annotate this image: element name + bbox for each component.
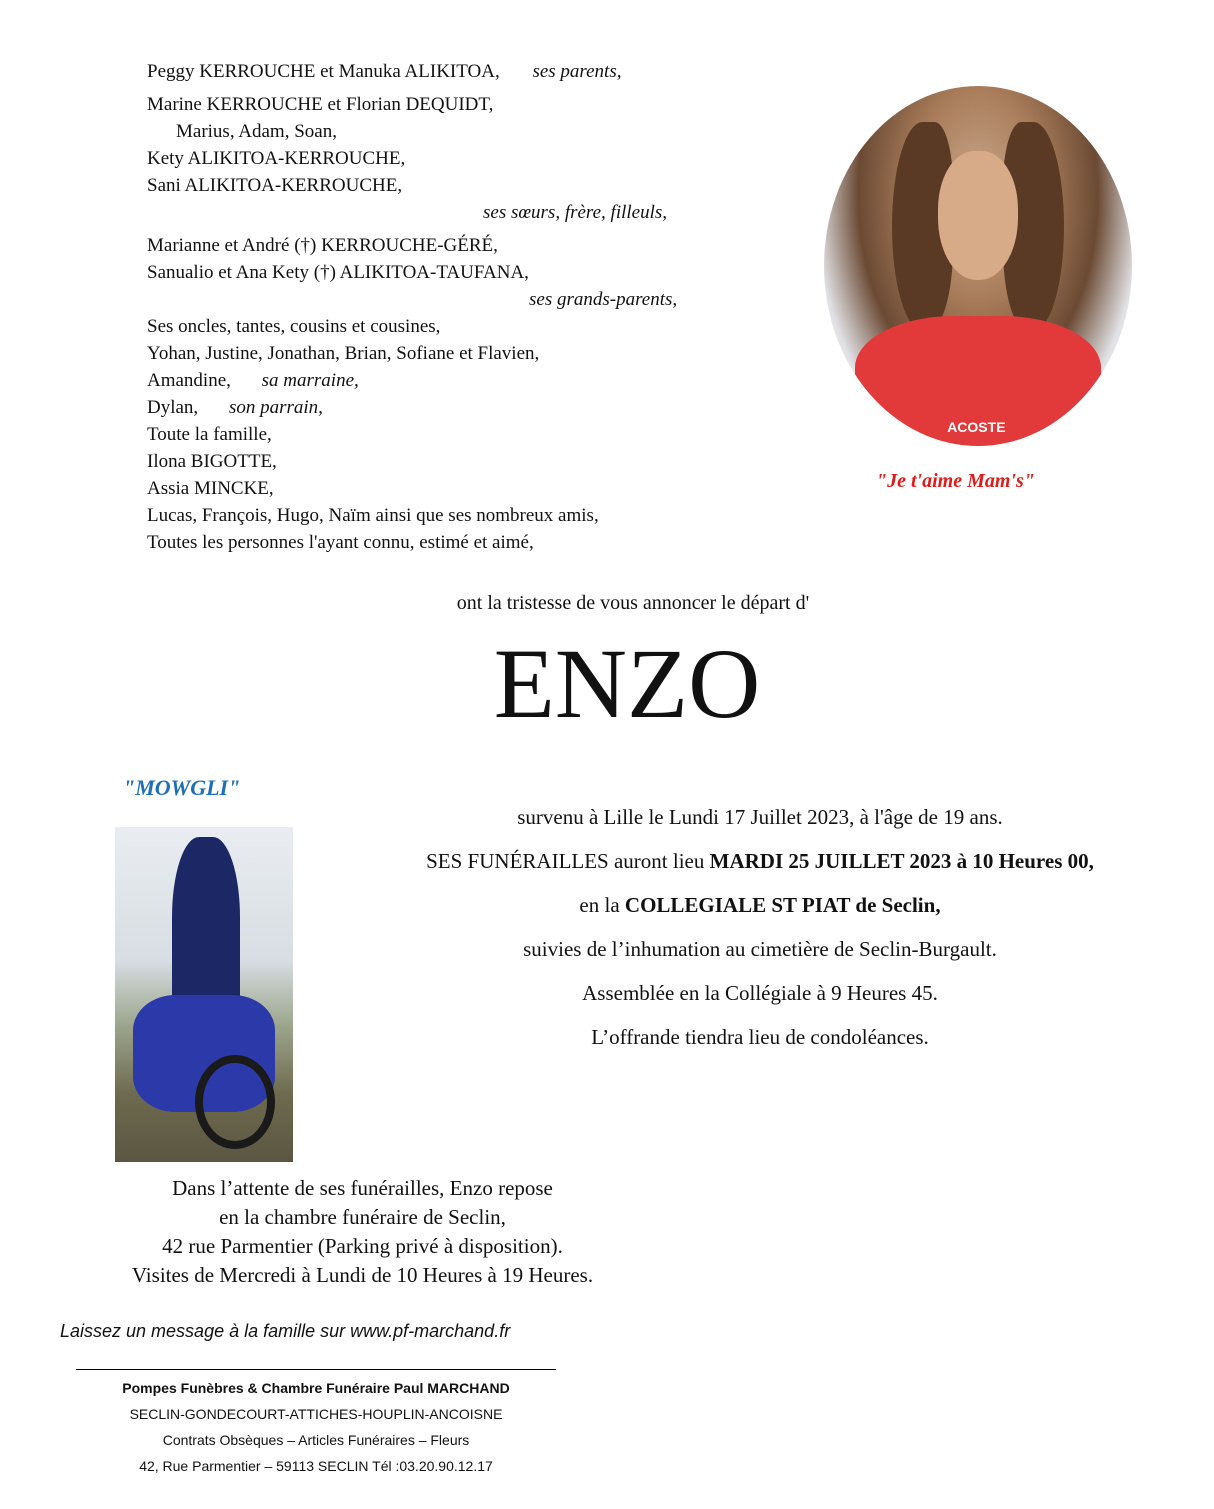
grandparents-line-1: Marianne et André (†) KERROUCHE-GÉRÉ, (147, 235, 498, 256)
repose-line-3: 42 rue Parmentier (Parking privé à disposition). (162, 1234, 563, 1258)
church-name: COLLEGIALE ST PIAT de Seclin, (624, 893, 941, 917)
motorbike-photo (115, 827, 293, 1162)
parents-names: Peggy KERROUCHE et Manuka ALIKITOA, (147, 61, 500, 82)
assembly-line: Assemblée en la Collégiale à 9 Heures 45. (582, 981, 938, 1005)
repose-line-2: en la chambre funéraire de Seclin, (219, 1205, 506, 1229)
others-line-5: Assia MINCKE, (147, 478, 274, 499)
repose-line-1: Dans l’attente de ses funérailles, Enzo repose (172, 1176, 553, 1200)
godfather-name: Dylan, (147, 397, 199, 418)
grandparents-role: ses grands-parents, (529, 289, 678, 310)
offering-line: L’offrande tiendra lieu de condoléances. (591, 1025, 929, 1049)
others-line-3: Toute la famille, (147, 424, 272, 445)
shirt-logo-text: ACOSTE (947, 419, 1006, 436)
family-line-parents (147, 58, 621, 85)
godfather-line (147, 394, 323, 421)
footer-towns: SECLIN-GONDECOURT-ATTICHES-HOUPLIN-ANCOISNE (129, 1406, 503, 1422)
others-line-1: Ses oncles, tantes, cousins et cousines, (147, 316, 441, 337)
siblings-line-1: Marine KERROUCHE et Florian DEQUIDT, (147, 94, 494, 115)
others-line-6: Lucas, François, Hugo, Naïm ainsi que ses nombreux amis, (147, 505, 599, 526)
photo-caption: "Je t'aime Mam's" (876, 470, 1035, 492)
deceased-name: ENZO (493, 628, 761, 739)
others-line-2: Yohan, Justine, Jonathan, Brian, Sofiane et Flavien, (147, 343, 540, 364)
footer-address: 42, Rue Parmentier – 59113 SECLIN Tél :03.20.90.12.17 (139, 1458, 493, 1474)
footer-services: Contrats Obsèques – Articles Funéraires – Fleurs (162, 1432, 470, 1448)
funeral-line (355, 847, 1165, 875)
burial-line: suivies de l’inhumation au cimetière de Seclin-Burgault. (523, 937, 997, 961)
godmother-line (147, 367, 359, 394)
funeral-date: MARDI 25 JUILLET 2023 à 10 Heures 00, (709, 849, 1094, 873)
announcement-text: ont la tristesse de vous annoncer le départ d' (456, 592, 810, 614)
others-line-7: Toutes les personnes l'ayant connu, estimé et aimé, (147, 532, 534, 553)
siblings-role: ses sœurs, frère, filleuls, (483, 202, 668, 223)
nickname: "MOWGLI" (123, 775, 241, 800)
siblings-line-2: Marius, Adam, Soan, (176, 121, 337, 142)
parents-role: ses parents, (532, 61, 622, 82)
place-prefix: en la (579, 893, 625, 917)
funeral-prefix: SES FUNÉRAILLES auront lieu (426, 849, 710, 873)
godmother-role: sa marraine, (261, 370, 359, 391)
announcement-wrap (0, 592, 1214, 615)
portrait-photo (824, 86, 1132, 446)
godfather-role: son parrain, (228, 397, 323, 418)
siblings-line-3: Kety ALIKITOA-KERROUCHE, (147, 148, 406, 169)
footer-divider (76, 1369, 556, 1370)
place-line (360, 891, 1160, 919)
repose-line-4: Visites de Mercredi à Lundi de 10 Heures à 19 Heures. (131, 1263, 594, 1287)
godmother-name: Amandine, (147, 370, 231, 391)
death-line: survenu à Lille le Lundi 17 Juillet 2023, à l'âge de 19 ans. (517, 805, 1003, 829)
grandparents-line-2: Sanualio et Ana Kety (†) ALIKITOA-TAUFANA, (147, 262, 529, 283)
siblings-line-4: Sani ALIKITOA-KERROUCHE, (147, 175, 403, 196)
message-line: Laissez un message à la famille sur www.pf-marchand.fr (60, 1321, 511, 1341)
others-line-4: Ilona BIGOTTE, (147, 451, 277, 472)
footer-company: Pompes Funèbres & Chambre Funéraire Paul MARCHAND (122, 1380, 510, 1396)
